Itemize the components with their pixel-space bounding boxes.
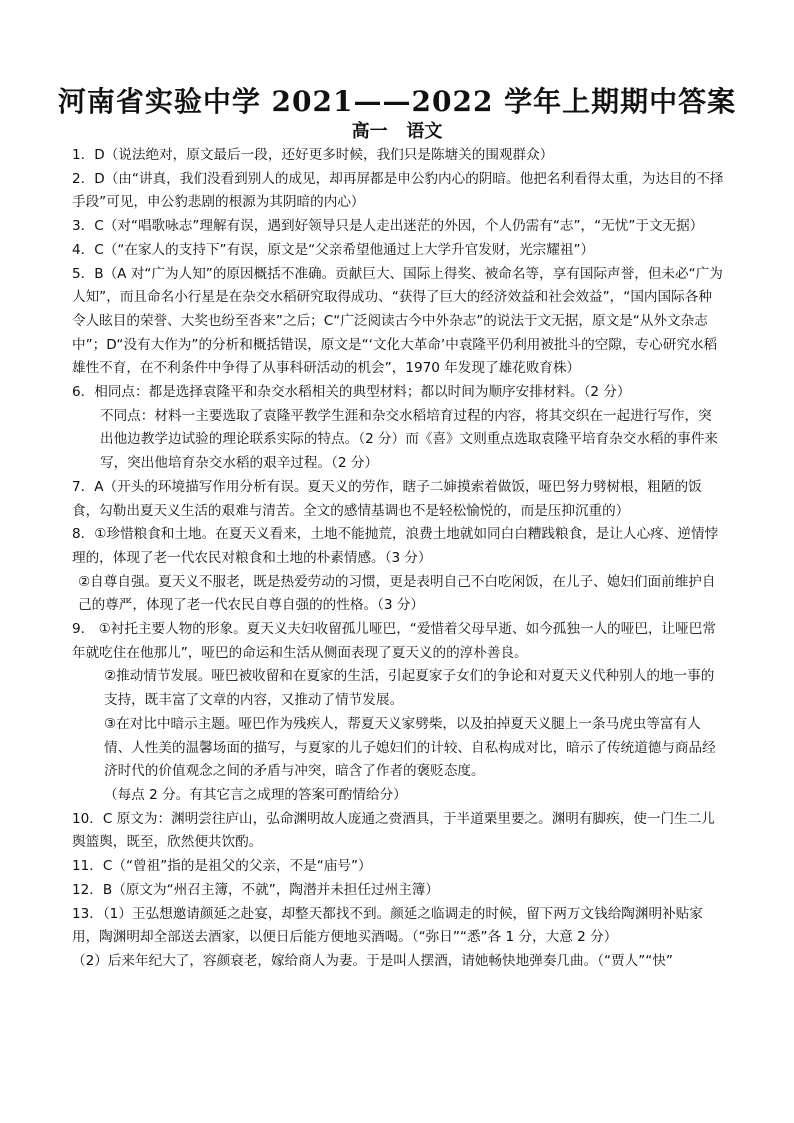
answer-item-4: 4．C（“在家人的支持下”有误，原文是“父亲希望他通过上大学升官发财，光宗耀祖”） [72,241,595,258]
answer-item-6-difference: 不同点：材料一主要选取了袁隆平教学生涯和杂交水稻培育过程的内容，将其交织在一起进行写作，突出他边教学边试验的理论联系实际的特点。（2 分）而《喜》文则重点选取袁隆平培育杂交水稻的事件来写，突出他培育杂交水稻的艰辛过程。（2 分） [100,407,718,472]
page-title: 河南省实验中学 2021——2022 学年上期期中答案 [57,85,737,118]
answer-item-12: 12．B（原文为“州召主簿，不就”，陶潜并未担任过州主簿） [72,881,439,898]
answer-item-7: 7．A（开头的环境描写作用分析有误。夏天义的劳作，瞎子二婶摸索着做饭，哑巴努力劈树根，粗陋的饭食，勾勒出夏天义生活的艰难与清苦。全文的感情基调也不是轻松愉悦的，而是压抑沉重的） [72,478,702,519]
answer-item-1: 1．D（说法绝对，原文最后一段，还好更多时候，我们只是陈塘关的围观群众） [72,147,554,163]
answer-item-2: 2．D（由“讲真，我们没看到别人的成见，却再屏都是申公豹内心的阴暗。他把名利看得太重，为达目的不择手段”可见，申公豹悲剧的根源为其阴暗的内心） [72,170,724,211]
answer-item-5: 5．B（A 对“广为人知”的原因概括不准确。贡献巨大、国际上得奖、被命名等，享有国际声誉，但未必“广为人知”，而且命名小行星是在杂交水稻研究取得成功、“获得了巨大的经济效益和社会效益”，“国内国际各种令人眩目的荣誉、大奖也纷至沓来”之后；C“广泛阅读古今中外杂志”的说法于文无据，原文是“从外文杂志中”；D“没有大作为”的分析和概括错误，原文是“‘文化大革命’中袁隆平仍利用被批斗的空隙，专心研究水稻雄性不育，在不利条件中争得了从事科研活动的机会”，1970 年发现了雄花败育株） [72,265,723,377]
answer-item-8-point-2: ②自尊自强。夏天义不服老，既是热爱劳动的习惯，更是表明自己不白吃闲饭，在儿子、媳妇们面前维护自己的尊严，体现了老一代农民自尊自强的的性格。（3 分） [78,573,716,614]
answer-item-9-point-2: ②推动情节发展。哑巴被收留和在夏家的生活，引起夏家子女们的争论和对夏天义代种别人的地一事的支持，既丰富了文章的内容，又推动了情节发展。 [104,668,715,709]
page-subtitle: 高一 语文 [351,121,443,142]
answer-item-3: 3．C（对“唱歌咏志”理解有误，遇到好领导只是人走出迷茫的外因，个人仍需有“志”，“无忧”于文无据） [72,218,704,235]
answer-item-9-scoring-note: （每点 2 分。有其它言之成理的答案可酌情给分） [104,786,407,803]
answer-item-13-part-1: 13．（1）王弘想邀请颜延之赴宴，却整天都找不到。颜延之临调走的时候，留下两万文钱给陶渊明补贴家用，陶渊明却全部送去酒家，以便日后能方便地买酒喝。（“弥日”“悉”各 1 分，大意 2 分） [72,905,703,946]
answer-item-8-point-1: 8．①珍惜粮食和土地。在夏天义看来，土地不能抛荒，浪费土地就如同白白糟践粮食，是让人心疼、逆情悖理的，体现了老一代农民对粮食和土地的朴素情感。（3 分） [72,526,719,566]
answer-item-13-part-2: （2）后来年纪大了，容颜衰老，嫁给商人为妻。于是叫人摆酒，请她畅快地弹奏几曲。（“贾人”“快” [72,952,673,969]
answer-item-9-point-3: ③在对比中暗示主题。哑巴作为残疾人，帮夏天义家劈柴，以及拍掉夏天义腿上一条马虎虫等富有人情、人性美的温馨场面的描写，与夏家的儿子媳妇们的计较、自私构成对比，暗示了传统道德与商品经济时代的价值观念之间的矛盾与冲突，暗含了作者的褒贬态度。 [104,715,716,780]
answer-item-9-point-1: 9． ①衬托主要人物的形象。夏天义夫妇收留孤儿哑巴，“爱惜着父母早逝、如今孤独一人的哑巴，让哑巴常年就吃住在他那儿”，哑巴的命运和生活从侧面表现了夏天义的的淳朴善良。 [72,621,716,661]
answer-item-11: 11．C（“曾祖”指的是祖父的父亲，不是“庙号”） [72,858,372,875]
answer-list [72,144,724,974]
answer-item-6-similarity: 6．相同点：都是选择袁隆平和杂交水稻相关的典型材料；都以时间为顺序安排材料。（2 分） [72,384,631,401]
answer-item-10: 10．C 原文为：渊明尝往庐山，弘命渊明故人庞通之赍酒具，于半道栗里要之。渊明有脚疾，使一门生二儿舆篮舆，既至，欣然便共饮酌。 [72,810,715,851]
